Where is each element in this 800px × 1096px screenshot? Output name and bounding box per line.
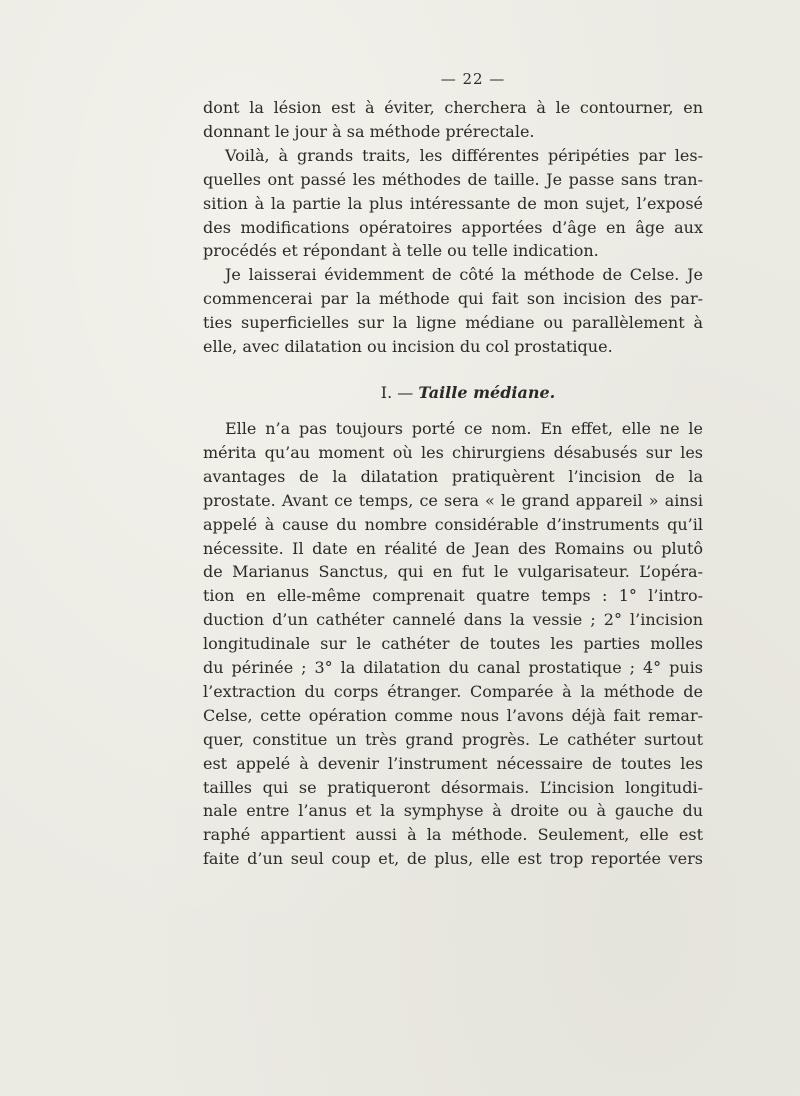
text-line: prostate. Avant ce temps, ce sera « le grand appareil » ainsi	[203, 490, 703, 510]
text-line: Elle n’a pas toujours porté ce nom. En effet, elle ne le	[225, 418, 703, 438]
paragraph-1	[203, 96, 703, 144]
text-line: tailles qui se pratiqueront désormais. L’incision longitudi-	[203, 777, 703, 797]
text-line: Celse, cette opération comme nous l’avons déjà fait remar-	[203, 705, 703, 725]
section-title: Taille médiane.	[418, 382, 556, 402]
section-number: I. —	[380, 382, 414, 402]
text-line: nale entre l’anus et la symphyse à droite ou à gauche du	[203, 801, 703, 821]
text-line: donnant le jour à sa méthode prérectale.	[203, 121, 535, 141]
section-heading	[203, 381, 703, 405]
text-line: sition à la partie la plus intéressante de mon sujet, l’exposé	[203, 193, 703, 213]
text-line: mérita qu’au moment où les chirurgiens désabusés sur les	[203, 442, 703, 462]
text-line: commencerai par la méthode qui fait son incision des par-	[203, 289, 703, 309]
text-line: dont la lésion est à éviter, cherchera à le contourner, en	[203, 98, 703, 117]
page-number: — 22 —	[440, 70, 506, 88]
spacer	[203, 359, 703, 381]
text-line: duction d’un cathéter cannelé dans la vessie ; 2° l’incision	[203, 610, 703, 630]
text-line: quer, constitue un très grand progrès. Le cathéter surtout	[203, 729, 703, 749]
text-line: nécessite. Il date en réalité de Jean des Romains ou plutô	[203, 538, 703, 558]
text-line: raphé appartient aussi à la méthode. Seulement, elle est	[203, 825, 703, 845]
text-line: elle, avec dilatation ou incision du col prostatique.	[203, 337, 613, 357]
text-line: Voilà, à grands traits, les différentes péripéties par les-	[225, 145, 703, 165]
text-line: procédés et répondant à telle ou telle indication.	[203, 241, 599, 261]
text-line: longitudinale sur le cathéter de toutes les parties molles	[203, 634, 703, 654]
text-line: appelé à cause du nombre considérable d’instruments qu’il	[203, 514, 703, 534]
text-line: faite d’un seul coup et, de plus, elle est trop reportée vers	[203, 849, 703, 869]
text-line: est appelé à devenir l’instrument nécessaire de toutes les	[203, 753, 703, 773]
text-line: de Marianus Sanctus, qui en fut le vulgarisateur. L’opéra-	[203, 562, 703, 582]
text-line: du périnée ; 3° la dilatation du canal prostatique ; 4° puis	[203, 658, 703, 678]
paragraph-3	[203, 263, 703, 359]
text-line: des modifications opératoires apportées d’âge en âge aux	[203, 217, 703, 237]
text-line: quelles ont passé les méthodes de taille. Je passe sans tran-	[203, 169, 703, 189]
text-line: ties superficielles sur la ligne médiane ou parallèlement à	[203, 313, 703, 333]
paragraph-2	[203, 144, 703, 264]
text-line: l’extraction du corps étranger. Comparée à la méthode de	[203, 681, 703, 701]
text-line: avantages de la dilatation pratiquèrent l’incision de la	[203, 466, 703, 486]
text-line: tion en elle-même comprenait quatre temps : 1° l’intro-	[203, 586, 703, 606]
paragraph-4	[203, 417, 703, 871]
text-line: Je laisserai évidemment de côté la méthode de Celse. Je	[225, 265, 703, 285]
page-text	[203, 68, 703, 871]
